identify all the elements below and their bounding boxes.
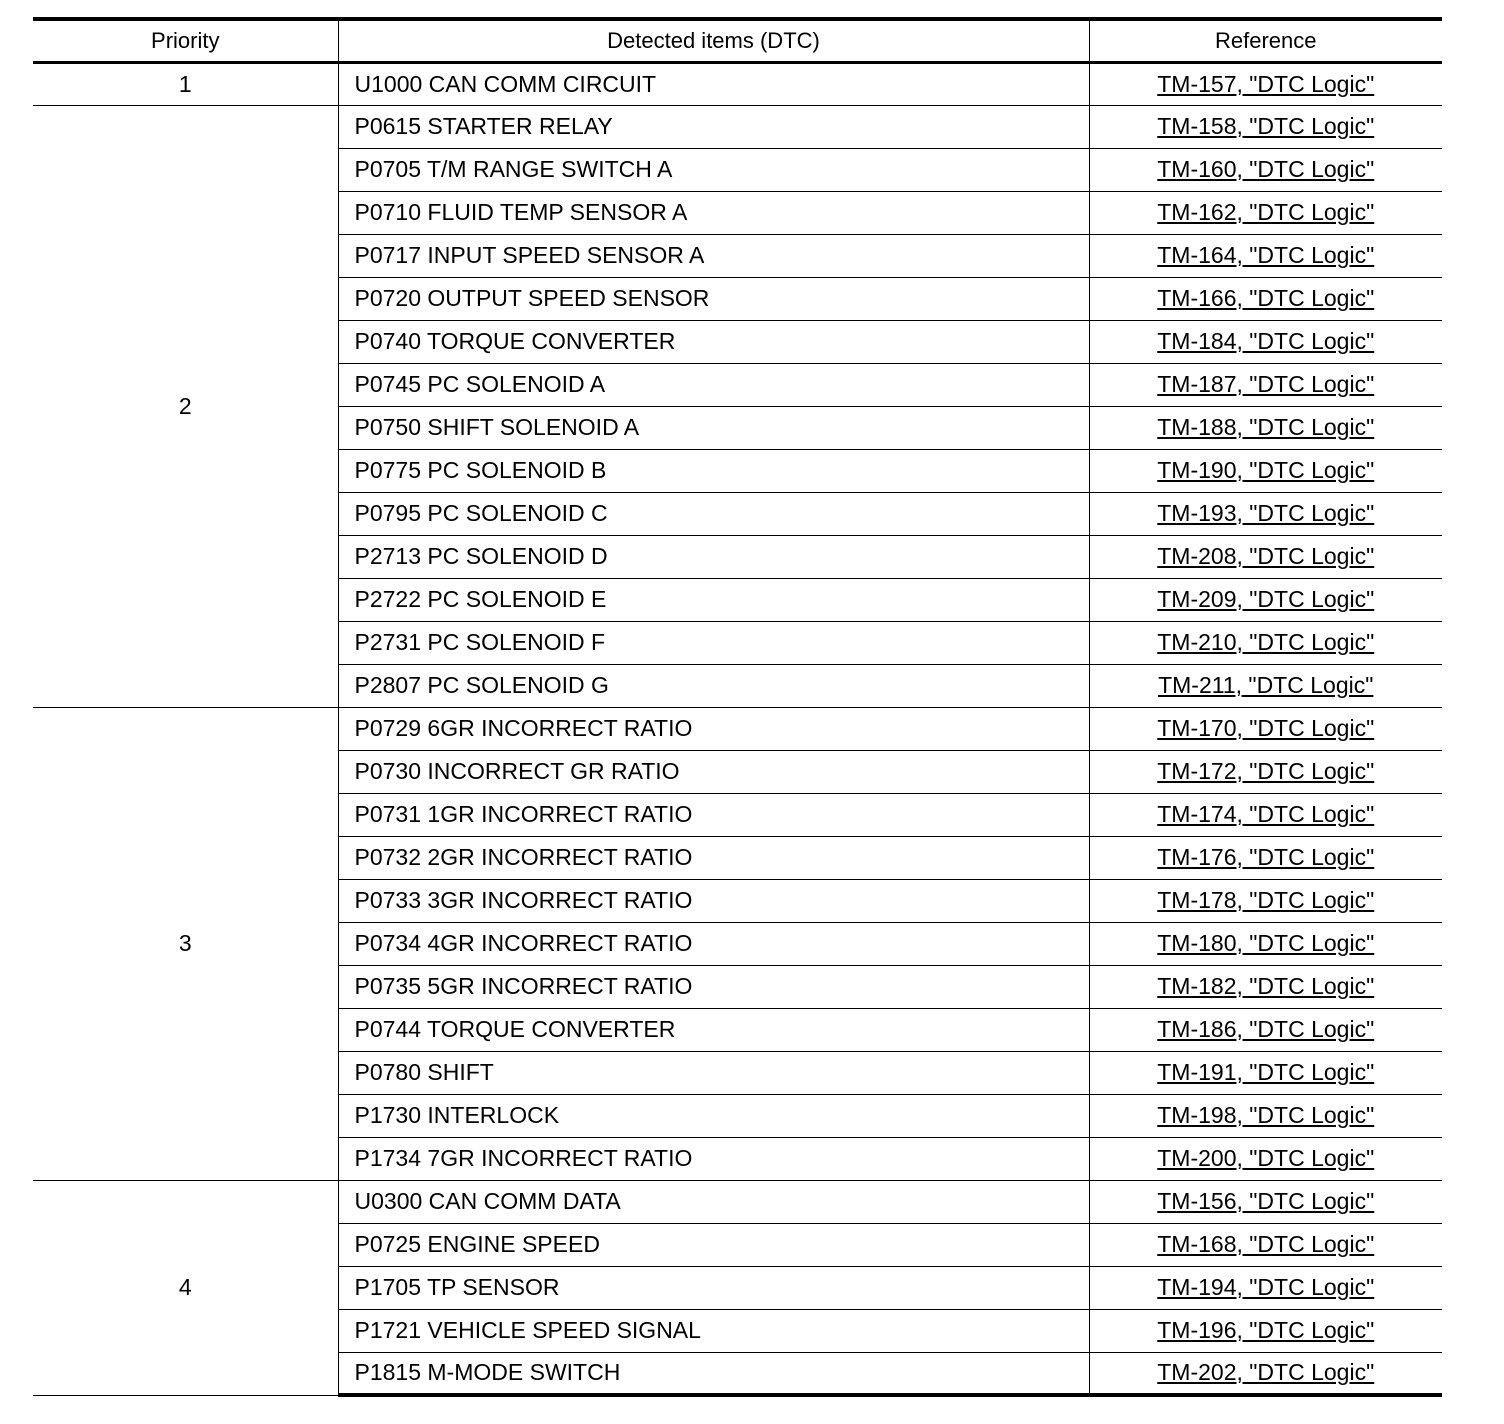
detected-item-cell: P1721 VEHICLE SPEED SIGNAL [338, 1309, 1089, 1352]
reference-cell [1089, 836, 1442, 879]
reference-cell [1089, 1008, 1442, 1051]
reference-link[interactable]: TM-157, "DTC Logic" [1157, 70, 1375, 97]
reference-link[interactable]: TM-194, "DTC Logic" [1157, 1274, 1375, 1300]
detected-item-cell: P0731 1GR INCORRECT RATIO [338, 793, 1089, 836]
detected-item-cell: U1000 CAN COMM CIRCUIT [338, 62, 1089, 105]
reference-cell [1089, 922, 1442, 965]
reference-link[interactable]: TM-190, "DTC Logic" [1157, 457, 1375, 483]
priority-cell: 2 [33, 105, 338, 707]
reference-link[interactable]: TM-184, "DTC Logic" [1157, 328, 1375, 354]
table-row [33, 62, 1442, 105]
detected-item-cell: P2807 PC SOLENOID G [338, 664, 1089, 707]
reference-link[interactable]: TM-209, "DTC Logic" [1157, 586, 1375, 612]
reference-link[interactable]: TM-200, "DTC Logic" [1157, 1145, 1375, 1171]
reference-link[interactable]: TM-188, "DTC Logic" [1157, 414, 1375, 440]
reference-link[interactable]: TM-162, "DTC Logic" [1157, 199, 1375, 225]
reference-link[interactable]: TM-187, "DTC Logic" [1157, 371, 1375, 397]
reference-link[interactable]: TM-180, "DTC Logic" [1157, 930, 1375, 956]
table-row [33, 105, 1442, 148]
reference-link[interactable]: TM-182, "DTC Logic" [1157, 973, 1375, 999]
detected-item-cell: U0300 CAN COMM DATA [338, 1180, 1089, 1223]
detected-item-cell: P2731 PC SOLENOID F [338, 621, 1089, 664]
reference-cell [1089, 1309, 1442, 1352]
reference-cell [1089, 1180, 1442, 1223]
detected-item-cell: P0725 ENGINE SPEED [338, 1223, 1089, 1266]
reference-link[interactable]: TM-210, "DTC Logic" [1157, 629, 1375, 655]
reference-cell [1089, 1223, 1442, 1266]
detected-item-cell: P1705 TP SENSOR [338, 1266, 1089, 1309]
detected-item-cell: P2713 PC SOLENOID D [338, 535, 1089, 578]
table-header [33, 19, 1442, 62]
reference-link[interactable]: TM-193, "DTC Logic" [1157, 500, 1375, 526]
detected-item-cell: P0740 TORQUE CONVERTER [338, 320, 1089, 363]
detected-item-cell: P0720 OUTPUT SPEED SENSOR [338, 277, 1089, 320]
reference-link[interactable]: TM-166, "DTC Logic" [1157, 285, 1375, 311]
reference-cell [1089, 191, 1442, 234]
reference-cell [1089, 1137, 1442, 1180]
reference-link[interactable]: TM-178, "DTC Logic" [1157, 887, 1375, 913]
detected-item-cell: P0750 SHIFT SOLENOID A [338, 406, 1089, 449]
reference-cell [1089, 578, 1442, 621]
reference-cell [1089, 406, 1442, 449]
detected-item-cell: P0775 PC SOLENOID B [338, 449, 1089, 492]
reference-cell [1089, 621, 1442, 664]
reference-cell [1089, 363, 1442, 406]
detected-item-cell: P0717 INPUT SPEED SENSOR A [338, 234, 1089, 277]
detected-item-cell: P0733 3GR INCORRECT RATIO [338, 879, 1089, 922]
reference-link[interactable]: TM-196, "DTC Logic" [1157, 1317, 1375, 1343]
reference-link[interactable]: TM-168, "DTC Logic" [1157, 1231, 1375, 1257]
reference-cell [1089, 535, 1442, 578]
reference-cell [1089, 492, 1442, 535]
detected-item-cell: P1734 7GR INCORRECT RATIO [338, 1137, 1089, 1180]
reference-cell [1089, 105, 1442, 148]
priority-cell: 3 [33, 707, 338, 1180]
reference-link[interactable]: TM-208, "DTC Logic" [1157, 543, 1375, 569]
detected-item-cell: P0744 TORQUE CONVERTER [338, 1008, 1089, 1051]
reference-link[interactable]: TM-202, "DTC Logic" [1157, 1359, 1375, 1386]
reference-link[interactable]: TM-176, "DTC Logic" [1157, 844, 1375, 870]
reference-cell [1089, 1352, 1442, 1395]
reference-cell [1089, 750, 1442, 793]
detected-item-cell: P0729 6GR INCORRECT RATIO [338, 707, 1089, 750]
detected-item-cell: P0780 SHIFT [338, 1051, 1089, 1094]
reference-cell [1089, 234, 1442, 277]
header-priority: Priority [33, 19, 338, 62]
reference-cell [1089, 320, 1442, 363]
reference-cell [1089, 148, 1442, 191]
table-row [33, 1180, 1442, 1223]
detected-item-cell: P0710 FLUID TEMP SENSOR A [338, 191, 1089, 234]
reference-cell [1089, 62, 1442, 105]
detected-item-cell: P0705 T/M RANGE SWITCH A [338, 148, 1089, 191]
reference-link[interactable]: TM-191, "DTC Logic" [1157, 1059, 1375, 1085]
reference-link[interactable]: TM-172, "DTC Logic" [1157, 758, 1375, 784]
reference-link[interactable]: TM-211, "DTC Logic" [1158, 672, 1374, 698]
reference-link[interactable]: TM-174, "DTC Logic" [1157, 801, 1375, 827]
reference-link[interactable]: TM-186, "DTC Logic" [1157, 1016, 1375, 1042]
detected-item-cell: P1815 M-MODE SWITCH [338, 1352, 1089, 1395]
detected-item-cell: P0795 PC SOLENOID C [338, 492, 1089, 535]
priority-cell: 4 [33, 1180, 338, 1395]
reference-cell [1089, 1266, 1442, 1309]
detected-item-cell: P0732 2GR INCORRECT RATIO [338, 836, 1089, 879]
reference-link[interactable]: TM-160, "DTC Logic" [1157, 156, 1375, 182]
reference-link[interactable]: TM-198, "DTC Logic" [1157, 1102, 1375, 1128]
reference-link[interactable]: TM-164, "DTC Logic" [1157, 242, 1375, 268]
detected-item-cell: P0735 5GR INCORRECT RATIO [338, 965, 1089, 1008]
header-reference: Reference [1089, 19, 1442, 62]
reference-cell [1089, 664, 1442, 707]
reference-link[interactable]: TM-170, "DTC Logic" [1157, 715, 1375, 741]
header-detected-items: Detected items (DTC) [338, 19, 1089, 62]
reference-link[interactable]: TM-156, "DTC Logic" [1157, 1188, 1375, 1214]
detected-item-cell: P0730 INCORRECT GR RATIO [338, 750, 1089, 793]
reference-cell [1089, 965, 1442, 1008]
reference-link[interactable]: TM-158, "DTC Logic" [1157, 113, 1375, 139]
reference-cell [1089, 707, 1442, 750]
detected-item-cell: P0734 4GR INCORRECT RATIO [338, 922, 1089, 965]
detected-item-cell: P0745 PC SOLENOID A [338, 363, 1089, 406]
reference-cell [1089, 277, 1442, 320]
reference-cell [1089, 879, 1442, 922]
reference-cell [1089, 1094, 1442, 1137]
detected-item-cell: P0615 STARTER RELAY [338, 105, 1089, 148]
priority-cell: 1 [33, 62, 338, 105]
table-row [33, 707, 1442, 750]
header-row [33, 19, 1442, 62]
reference-cell [1089, 793, 1442, 836]
detected-item-cell: P1730 INTERLOCK [338, 1094, 1089, 1137]
reference-cell [1089, 449, 1442, 492]
table-body [33, 62, 1442, 1395]
reference-cell [1089, 1051, 1442, 1094]
dtc-priority-table [33, 17, 1442, 1397]
detected-item-cell: P2722 PC SOLENOID E [338, 578, 1089, 621]
